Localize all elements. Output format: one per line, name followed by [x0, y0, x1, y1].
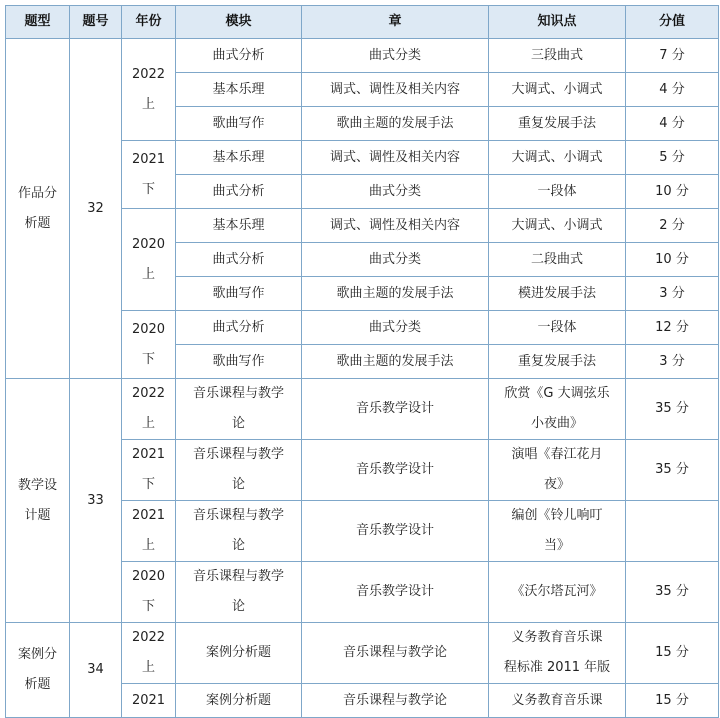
- knowledge-cell: 演唱《春江花月 夜》: [489, 440, 626, 501]
- chapter-cell: 曲式分类: [302, 175, 489, 209]
- year-cell: 2020 下: [122, 562, 176, 623]
- table-row: [6, 39, 719, 73]
- module-cell: 基本乐理: [176, 73, 302, 107]
- chapter-cell: 音乐教学设计: [302, 501, 489, 562]
- question-type-cell: 作品分 析题: [6, 39, 70, 379]
- header-module: 模块: [176, 6, 302, 39]
- score-cell: 10 分: [626, 243, 719, 277]
- year-cell: 2020 上: [122, 209, 176, 311]
- score-cell: [626, 501, 719, 562]
- year-cell: 2021 上: [122, 501, 176, 562]
- module-cell: 曲式分析: [176, 39, 302, 73]
- score-cell: 4 分: [626, 107, 719, 141]
- module-cell: 曲式分析: [176, 311, 302, 345]
- knowledge-cell: 编创《铃儿响叮 当》: [489, 501, 626, 562]
- knowledge-cell: 一段体: [489, 175, 626, 209]
- chapter-cell: 歌曲主题的发展手法: [302, 107, 489, 141]
- knowledge-cell: 大调式、小调式: [489, 141, 626, 175]
- module-cell: 曲式分析: [176, 243, 302, 277]
- knowledge-cell: 义务教育音乐课: [489, 684, 626, 718]
- score-cell: 7 分: [626, 39, 719, 73]
- year-cell: 2022 上: [122, 39, 176, 141]
- chapter-cell: 曲式分类: [302, 39, 489, 73]
- knowledge-cell: 二段曲式: [489, 243, 626, 277]
- knowledge-cell: 大调式、小调式: [489, 209, 626, 243]
- module-cell: 案例分析题: [176, 684, 302, 718]
- header-type: 题型: [6, 6, 70, 39]
- table-row: [6, 623, 719, 684]
- score-cell: 4 分: [626, 73, 719, 107]
- year-cell: 2022 上: [122, 379, 176, 440]
- header-row: [6, 6, 719, 39]
- module-cell: 歌曲写作: [176, 277, 302, 311]
- question-type-cell: 教学设 计题: [6, 379, 70, 623]
- chapter-cell: 音乐教学设计: [302, 379, 489, 440]
- knowledge-cell: 义务教育音乐课 程标准 2011 年版: [489, 623, 626, 684]
- chapter-cell: 曲式分类: [302, 311, 489, 345]
- chapter-cell: 音乐课程与教学论: [302, 684, 489, 718]
- knowledge-cell: 三段曲式: [489, 39, 626, 73]
- module-cell: 音乐课程与教学 论: [176, 379, 302, 440]
- score-cell: 15 分: [626, 623, 719, 684]
- module-cell: 歌曲写作: [176, 107, 302, 141]
- chapter-cell: 调式、调性及相关内容: [302, 209, 489, 243]
- score-cell: 15 分: [626, 684, 719, 718]
- knowledge-cell: 一段体: [489, 311, 626, 345]
- module-cell: 基本乐理: [176, 141, 302, 175]
- module-cell: 基本乐理: [176, 209, 302, 243]
- knowledge-cell: 模进发展手法: [489, 277, 626, 311]
- module-cell: 歌曲写作: [176, 345, 302, 379]
- table-body: [6, 39, 719, 718]
- score-cell: 35 分: [626, 562, 719, 623]
- score-cell: 3 分: [626, 277, 719, 311]
- question-type-cell: 案例分 析题: [6, 623, 70, 718]
- module-cell: 音乐课程与教学 论: [176, 501, 302, 562]
- module-cell: 案例分析题: [176, 623, 302, 684]
- chapter-cell: 歌曲主题的发展手法: [302, 277, 489, 311]
- score-cell: 3 分: [626, 345, 719, 379]
- year-cell: 2020 下: [122, 311, 176, 379]
- module-cell: 音乐课程与教学 论: [176, 440, 302, 501]
- knowledge-cell: 重复发展手法: [489, 107, 626, 141]
- knowledge-cell: 大调式、小调式: [489, 73, 626, 107]
- year-cell: 2021: [122, 684, 176, 718]
- chapter-cell: 音乐教学设计: [302, 562, 489, 623]
- table-row: [6, 379, 719, 440]
- header-score: 分值: [626, 6, 719, 39]
- score-cell: 2 分: [626, 209, 719, 243]
- score-cell: 10 分: [626, 175, 719, 209]
- year-cell: 2022 上: [122, 623, 176, 684]
- chapter-cell: 音乐教学设计: [302, 440, 489, 501]
- knowledge-cell: 欣赏《G 大调弦乐 小夜曲》: [489, 379, 626, 440]
- year-cell: 2021 下: [122, 141, 176, 209]
- question-number-cell: 32: [70, 39, 122, 379]
- module-cell: 音乐课程与教学 论: [176, 562, 302, 623]
- header-year: 年份: [122, 6, 176, 39]
- chapter-cell: 歌曲主题的发展手法: [302, 345, 489, 379]
- chapter-cell: 调式、调性及相关内容: [302, 73, 489, 107]
- question-number-cell: 33: [70, 379, 122, 623]
- chapter-cell: 音乐课程与教学论: [302, 623, 489, 684]
- score-cell: 12 分: [626, 311, 719, 345]
- score-cell: 35 分: [626, 440, 719, 501]
- chapter-cell: 调式、调性及相关内容: [302, 141, 489, 175]
- score-cell: 5 分: [626, 141, 719, 175]
- question-number-cell: 34: [70, 623, 122, 718]
- header-knowledge: 知识点: [489, 6, 626, 39]
- knowledge-cell: 重复发展手法: [489, 345, 626, 379]
- score-cell: 35 分: [626, 379, 719, 440]
- header-chapter: 章: [302, 6, 489, 39]
- module-cell: 曲式分析: [176, 175, 302, 209]
- header-number: 题号: [70, 6, 122, 39]
- year-cell: 2021 下: [122, 440, 176, 501]
- knowledge-cell: 《沃尔塔瓦河》: [489, 562, 626, 623]
- chapter-cell: 曲式分类: [302, 243, 489, 277]
- exam-analysis-table: [5, 5, 719, 718]
